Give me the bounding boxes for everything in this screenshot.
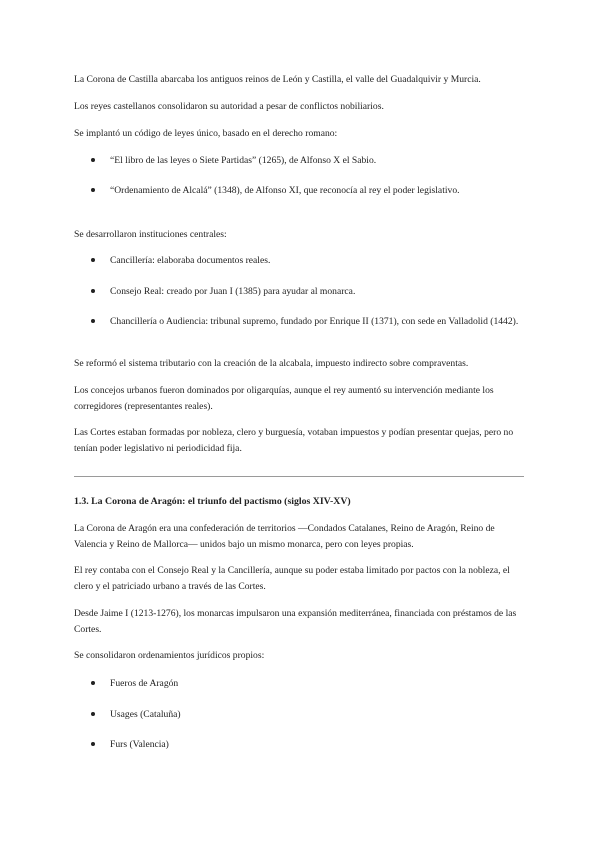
bullet-icon (91, 681, 95, 685)
bullet-icon (91, 258, 95, 262)
paragraph-aragon-confederation: La Corona de Aragón era una confederación de territorios —Condados Catalanes, Reino de Aragón, Reino de Valencia y Reino de Mallorca— unidos bajo un mismo monarca, pero con leyes propias. (74, 523, 495, 550)
bullet-icon (91, 742, 95, 746)
section-divider (74, 476, 524, 477)
list-item-text: “Ordenamiento de Alcalá” (1348), de Alfonso XI, que reconocía al rey el poder legislativo. (110, 185, 460, 196)
paragraph-tax-reform: Se reformó el sistema tributario con la creación de la alcabala, impuesto indirecto sobre compraventas. (74, 358, 469, 369)
bullet-icon (91, 289, 95, 293)
list-item-text: Consejo Real: creado por Juan I (1385) para ayudar al monarca. (110, 286, 356, 297)
paragraph-cortes-castilla: Las Cortes estaban formadas por nobleza, clero y burguesía, votaban impuestos y podían presentar quejas, pero no tenían poder legislativo ni periodicidad fija. (74, 427, 514, 454)
list-item-text: Usages (Cataluña) (110, 709, 181, 720)
bullet-icon (91, 712, 95, 716)
bullet-icon (91, 158, 95, 162)
list-item-text: “El libro de las leyes o Siete Partidas” (1265), de Alfonso X el Sabio. (110, 155, 377, 166)
paragraph-castilla-territory: La Corona de Castilla abarcaba los antiguos reinos de León y Castilla, el valle del Guadalquivir y Murcia. (74, 74, 481, 85)
list-item-text: Chancillería o Audiencia: tribunal supremo, fundado por Enrique II (1371), con sede en Valladolid (1442). (110, 316, 519, 327)
paragraph-aragon-expansion: Desde Jaime I (1213-1276), los monarcas impulsaron una expansión mediterránea, financiada con préstamos de las Cortes. (74, 608, 517, 635)
paragraph-castilla-law-code: Se implantó un código de leyes único, basado en el derecho romano: (74, 128, 338, 139)
list-item-text: Fueros de Aragón (110, 678, 179, 689)
section-heading: 1.3. La Corona de Aragón: el triunfo del pactismo (siglos XIV-XV) (74, 496, 351, 507)
bullet-icon (91, 188, 95, 192)
list-item-text: Cancillería: elaboraba documentos reales. (110, 255, 271, 266)
paragraph-institutions-intro: Se desarrollaron instituciones centrales: (74, 229, 227, 240)
paragraph-aragon-king-power: El rey contaba con el Consejo Real y la Cancillería, aunque su poder estaba limitado por pactos con la nobleza, el clero y el patriciado urbano a través de las Cortes. (74, 565, 510, 592)
bullet-icon (91, 319, 95, 323)
paragraph-urban-councils: Los concejos urbanos fueron dominados por oligarquías, aunque el rey aumentó su intervención mediante los corregidores (representantes reales). (74, 385, 494, 412)
list-item-text: Furs (Valencia) (110, 739, 169, 750)
paragraph-aragon-legal-intro: Se consolidaron ordenamientos jurídicos propios: (74, 650, 265, 661)
paragraph-castilla-kings: Los reyes castellanos consolidaron su autoridad a pesar de conflictos nobiliarios. (74, 101, 384, 112)
